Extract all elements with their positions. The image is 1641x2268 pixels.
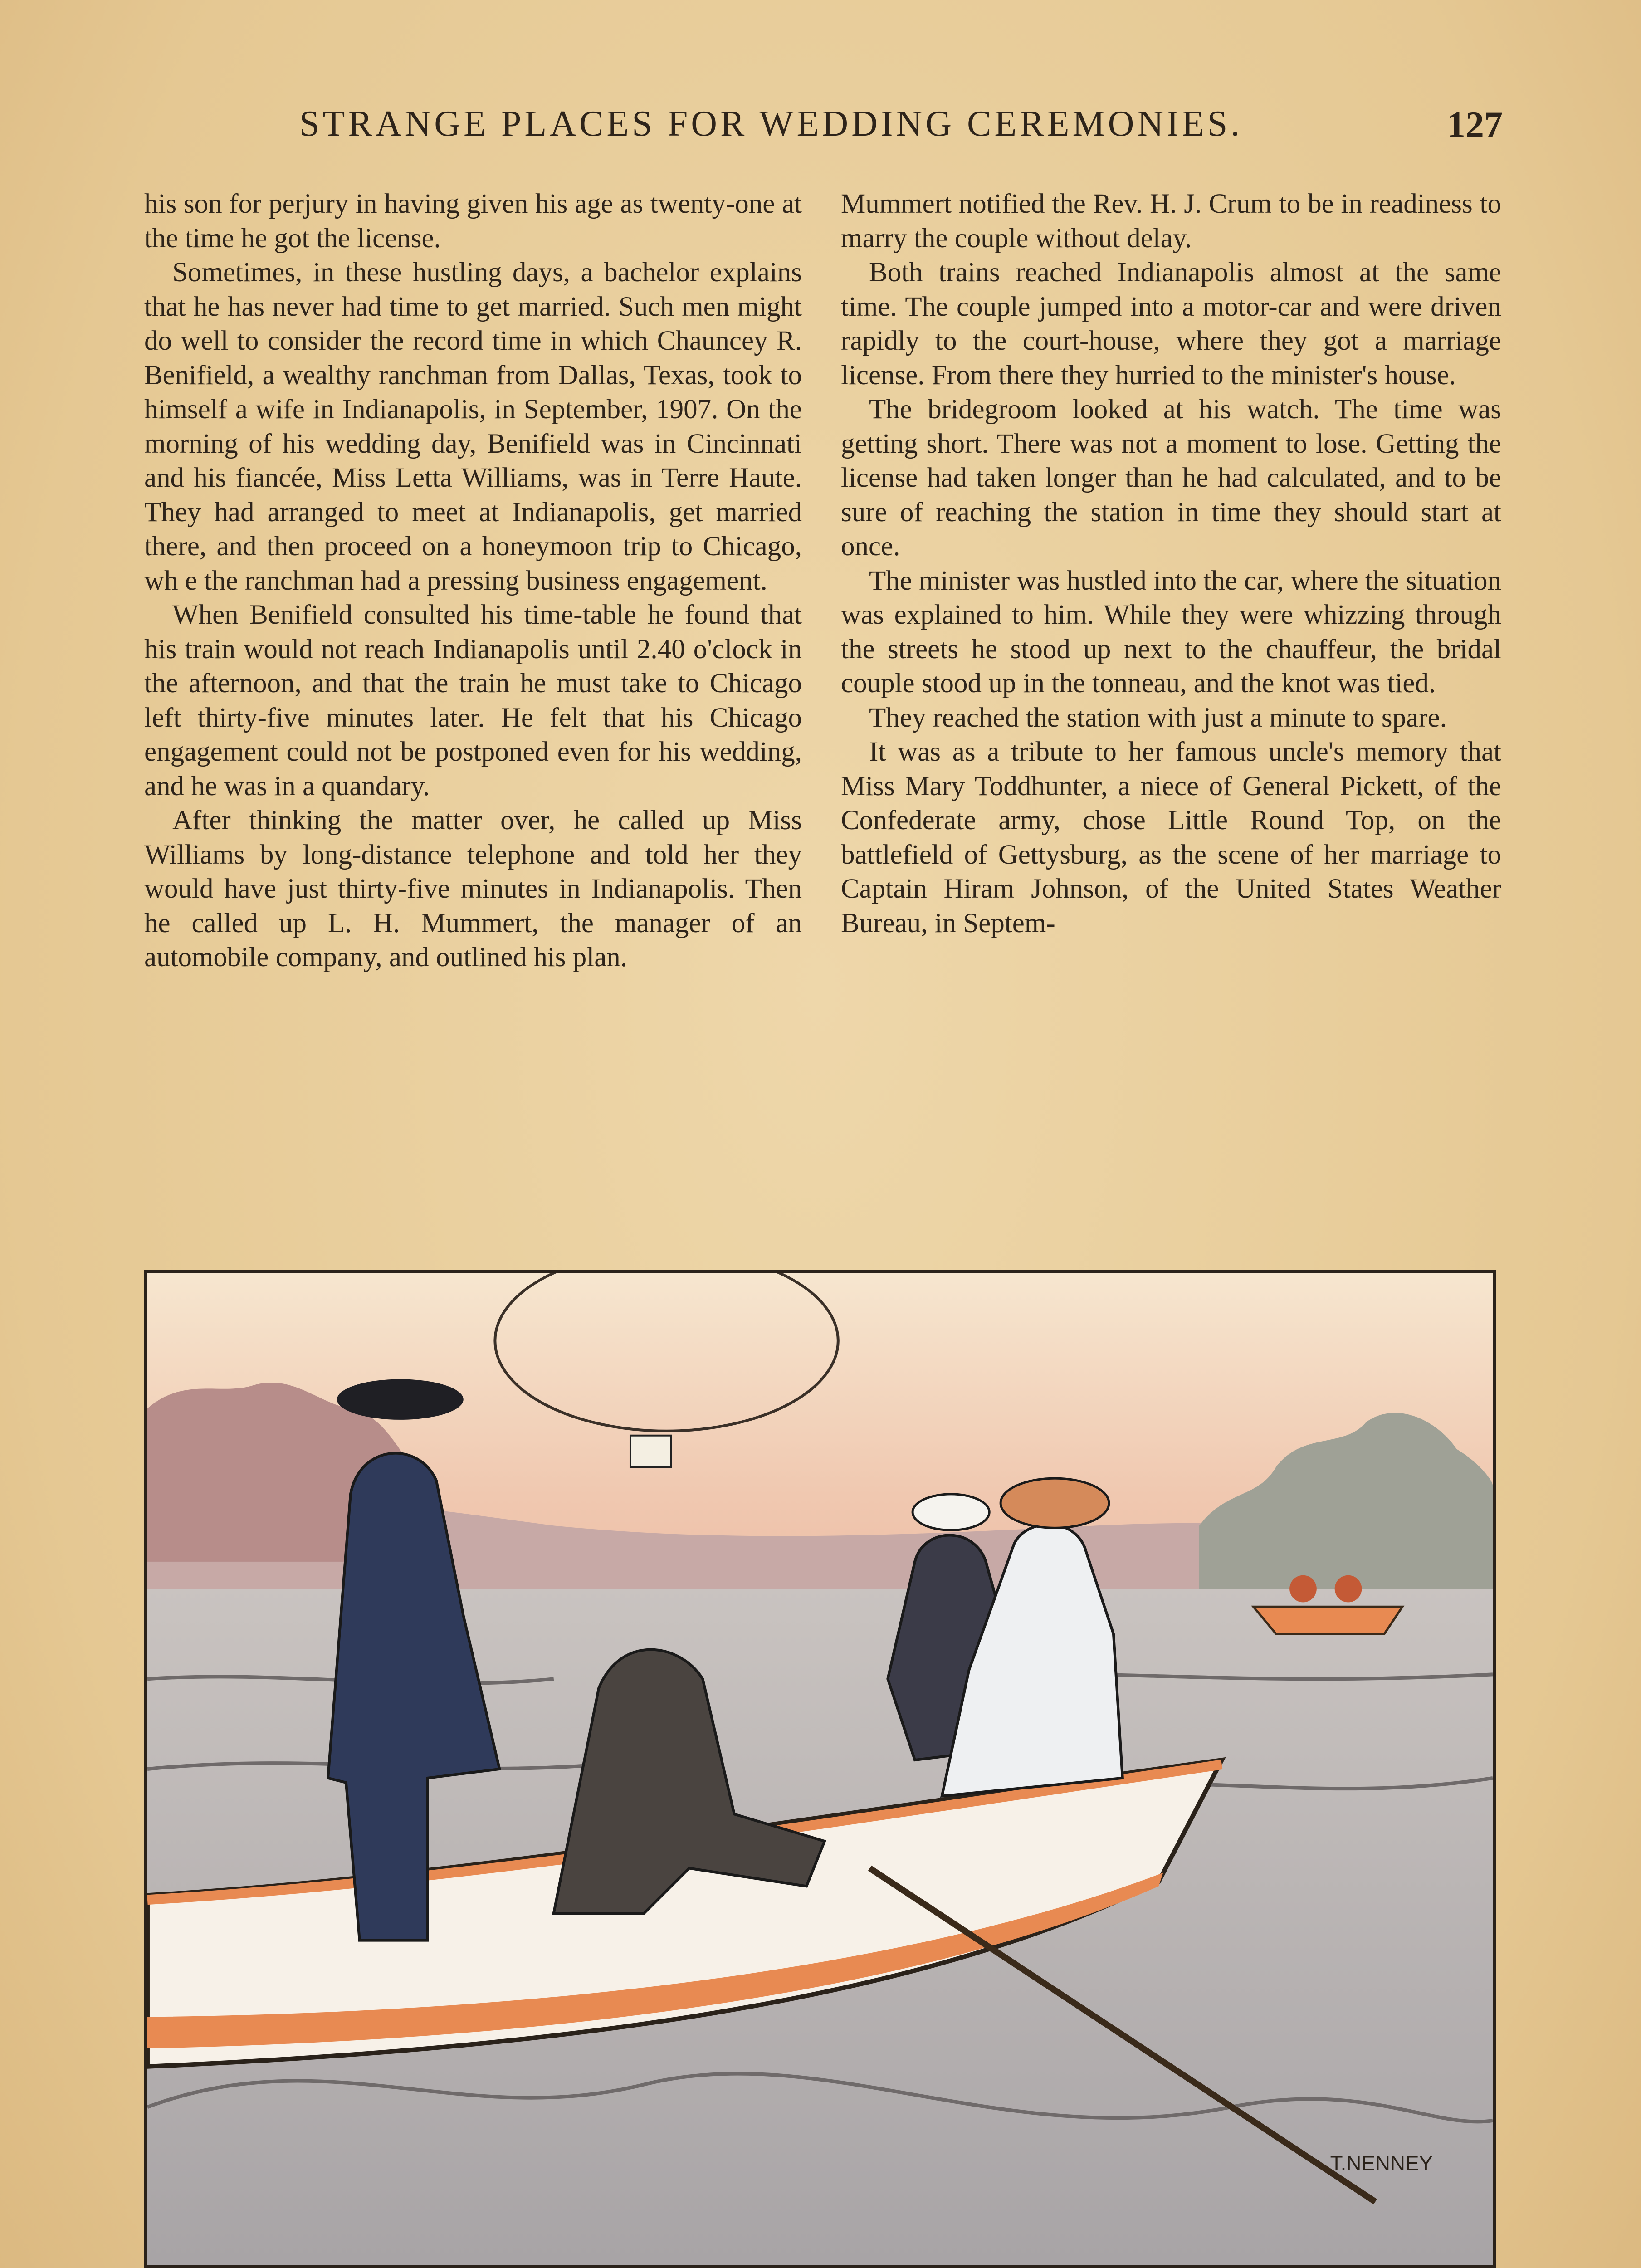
distant-rowboat [1253, 1607, 1402, 1634]
paragraph: After thinking the matter over, he called up Miss Williams by long-distance telephone and told her they would have just thirty-five minutes in Indianapolis. Then he called up L. H. Mummert, the manager of an automobile company, and outlined his plan. [144, 805, 802, 973]
artist-signature: T.NENNEY [1330, 2151, 1433, 2175]
bride-hat [1001, 1478, 1109, 1528]
groom-bowler-hat [913, 1494, 989, 1530]
paragraph: When Benifield consulted his time-table he found that his train would not reach Indianapolis until 2.40 o'clock in the afternoon, and that the train he must take to Chicago left thirty-five minutes later. He felt that his Chicago engagement could not be postponed even for his wedding, and he was in a quandary. [144, 600, 802, 802]
running-head: STRANGE PLACES FOR WEDDING CEREMONIES. [299, 104, 1243, 144]
paragraph: his son for perjury in having given his age as twenty-one at the time he got the license. [144, 189, 802, 254]
paragraph: The minister was hustled into the car, where the situation was explained to him. While they were whizzing through the streets he stood up next to the chauffeur, the bridal couple stood up in the tonneau, and the knot was tied. [841, 565, 1501, 699]
minister-hat [337, 1379, 464, 1420]
left-column [144, 187, 802, 975]
page-number: 127 [1447, 104, 1503, 145]
illustration-elopers-boat [144, 1270, 1496, 2268]
paragraph: Sometimes, in these hustling days, a bachelor explains that he has never had time to get married. Such men might do well to consider the record time in which Chauncey R. Benifield, a wealthy ranchman from Dallas, Texas, took to himself a wife in Indianapolis, in September, 1907. On the morning of his wedding day, Benifield was in Cincinnati and his fiancée, Miss Letta Williams, was in Terre Haute. They had arranged to meet at Indianapolis, get married there, and then proceed on a honeymoon trip to Chicago, wh e the ranchman had a pressing business engagement. [144, 257, 802, 596]
paragraph: Both trains reached Indianapolis almost at the same time. The couple jumped into a motor-car and were driven rapidly to the court-house, where they got a marriage license. From there they hurried to the minister's house. [841, 257, 1501, 391]
right-column [841, 187, 1501, 940]
paragraph: The bridegroom looked at his watch. The time was getting short. There was not a moment to lose. Getting the license had taken longer than he had calculated, and to be sure of reaching the station in time they should start at once. [841, 394, 1501, 562]
paragraph: It was as a tribute to her famous uncle's memory that Miss Mary Toddhunter, a niece of General Pickett, of the Confederate army, chose Little Round Top, on the battlefield of Gettysburg, as the scene of her marriage to Captain Hiram Johnson, of the United States Weather Bureau, in Septem- [841, 737, 1501, 938]
illustration-drawing [147, 1273, 1493, 2265]
paragraph: Mummert notified the Rev. H. J. Crum to be in readiness to marry the couple without delay. [841, 189, 1501, 254]
paragraph: They reached the station with just a minute to spare. [869, 702, 1447, 733]
